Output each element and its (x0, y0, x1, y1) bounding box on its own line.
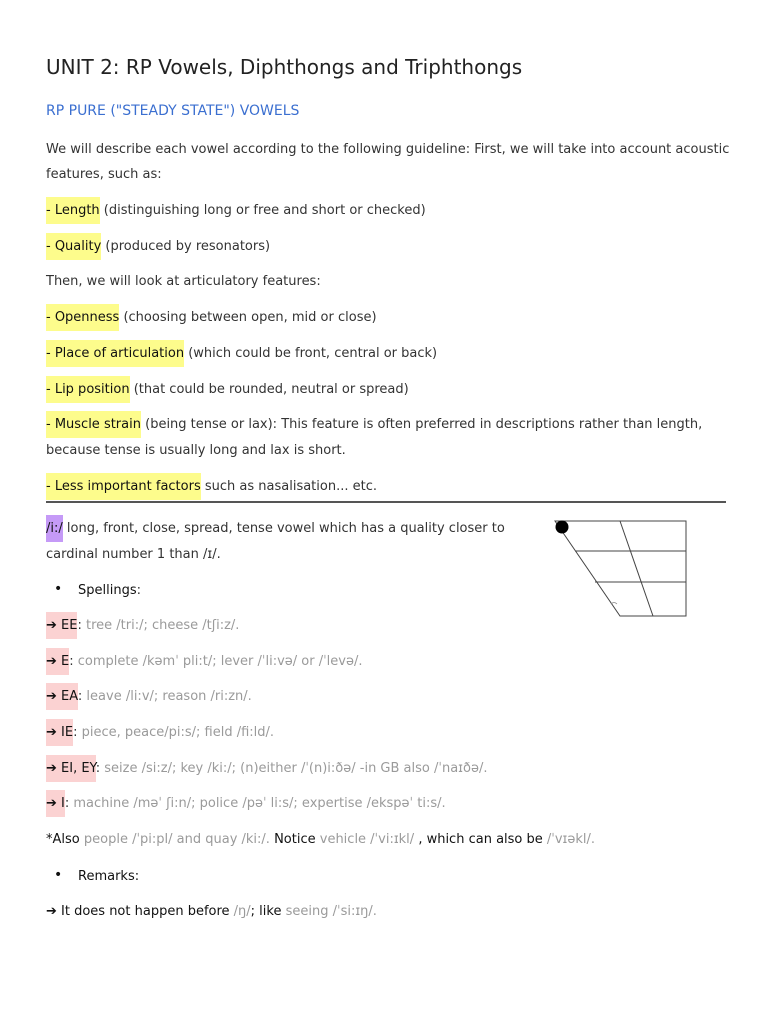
vowel-desc-line-2: cardinal number 1 than /ɪ/. (46, 547, 221, 562)
notice-label: Notice (269, 832, 320, 847)
spelling-examples: tree /tri:/; cheese /tʃi:z/. (81, 618, 240, 633)
spellings-heading (78, 582, 141, 600)
spelling-key: ➔ EE (46, 612, 77, 639)
spelling-key: ➔ IE (46, 719, 73, 746)
remark-symbol: /ŋ/ (233, 904, 251, 919)
feature-label: - Muscle strain (46, 411, 141, 438)
remark-line (46, 903, 377, 921)
spelling-ea (46, 688, 252, 706)
feature-label: - Length (46, 197, 100, 224)
bullet-dot: • (54, 867, 63, 883)
spellings-colon: : (136, 583, 141, 598)
feature-desc: (produced by resonators) (101, 239, 271, 254)
spelling-examples: piece, peace/pi:s/; field /fi:ld/. (77, 725, 275, 740)
spelling-i (46, 795, 446, 813)
feature-length (46, 202, 426, 220)
also-example-1: people /ˈpi:pl/ and quay /ki:/. (83, 832, 270, 847)
spelling-sep: : (73, 725, 78, 740)
spelling-ee (46, 617, 239, 635)
spelling-examples: complete /kəmˈ pli:t/; lever /ˈli:və/ or /ˈlevə/. (73, 654, 363, 669)
vowel-desc-line-1: long, front, close, spread, tense vowel which has a quality closer to (62, 521, 505, 536)
feature-openness (46, 309, 377, 327)
vowel-quadrilateral-chart (549, 515, 689, 619)
remark-text: ➔ It does not happen before (46, 904, 234, 919)
vowel-description (46, 520, 505, 538)
vowel-point-dot (556, 521, 569, 534)
remark-example: seeing /ˈsi:ɪŋ/. (285, 904, 377, 919)
feature-desc: (choosing between open, mid or close) (119, 310, 377, 325)
spelling-sep: : (77, 689, 83, 704)
quadrilateral-outline (555, 521, 686, 616)
spelling-ie (46, 724, 274, 742)
feature-label: - Openness (46, 304, 119, 331)
spelling-sep: : (69, 654, 74, 669)
spelling-examples: leave /li:v/; reason /ri:zn/. (82, 689, 252, 704)
feature-desc: (that could be rounded, neutral or spread) (129, 382, 409, 397)
feature-quality (46, 238, 270, 256)
spelling-sep: : (95, 761, 101, 776)
feature-place (46, 345, 437, 363)
feature-lip-position (46, 381, 409, 399)
spelling-e (46, 653, 362, 671)
spelling-key: ➔ I (46, 790, 65, 817)
intro-line-1: We will describe each vowel according to the following guideline: First, we will take into account acoustic (46, 142, 730, 157)
also-example-3: /ˈvɪəkl/. (546, 832, 596, 847)
feature-desc: (which could be front, central or back) (184, 346, 438, 361)
remark-like: ; like (250, 904, 286, 919)
bullet-dot: • (54, 581, 63, 597)
section-divider (46, 501, 726, 503)
feature-label: - Less important factors (46, 473, 201, 500)
feature-muscle-strain (46, 416, 702, 434)
spelling-key: ➔ EA (46, 683, 78, 710)
also-note (46, 831, 595, 849)
feature-desc: (distinguishing long or free and short or checked) (99, 203, 426, 218)
spelling-examples: seize /si:z/; key /ki:/; (n)either /ˈ(n)i:ðə/ -in GB also /ˈnaɪðə/. (100, 761, 488, 776)
then-text: Then, we will look at articulatory features: (46, 274, 321, 289)
page-title: UNIT 2: RP Vowels, Diphthongs and Triphthongs (46, 55, 523, 79)
also-prefix: *Also (46, 832, 84, 847)
spelling-ei-ey (46, 760, 487, 778)
feature-desc: such as nasalisation... etc. (200, 479, 377, 494)
spelling-examples: machine /məˈ ʃi:n/; police /pəˈ li:s/; expertise /ekspəˈ ti:s/. (69, 796, 446, 811)
spellings-label: Spellings (78, 583, 137, 598)
vowel-symbol: /i:/ (46, 515, 63, 542)
feature-label: - Lip position (46, 376, 130, 403)
feature-less-important (46, 478, 377, 496)
also-example-2: vehicle /ˈvi:ɪkl/ (319, 832, 419, 847)
intro-line-2: features, such as: (46, 167, 162, 182)
spelling-key: ➔ E (46, 648, 69, 675)
remarks-heading: Remarks: (78, 869, 140, 884)
feature-desc: (being tense or lax): This feature is often preferred in descriptions rather than length, (140, 417, 703, 432)
central-line (620, 521, 653, 616)
also-mid: , which can also be (418, 832, 547, 847)
section-heading: RP PURE ("STEADY STATE") VOWELS (46, 103, 300, 119)
spelling-sep: : (77, 618, 82, 633)
feature-muscle-strain-cont: because tense is usually long and lax is short. (46, 443, 346, 458)
spelling-key: ➔ EI, EY (46, 755, 96, 782)
feature-label: - Quality (46, 233, 101, 260)
spelling-sep: : (64, 796, 70, 811)
feature-label: - Place of articulation (46, 340, 184, 367)
